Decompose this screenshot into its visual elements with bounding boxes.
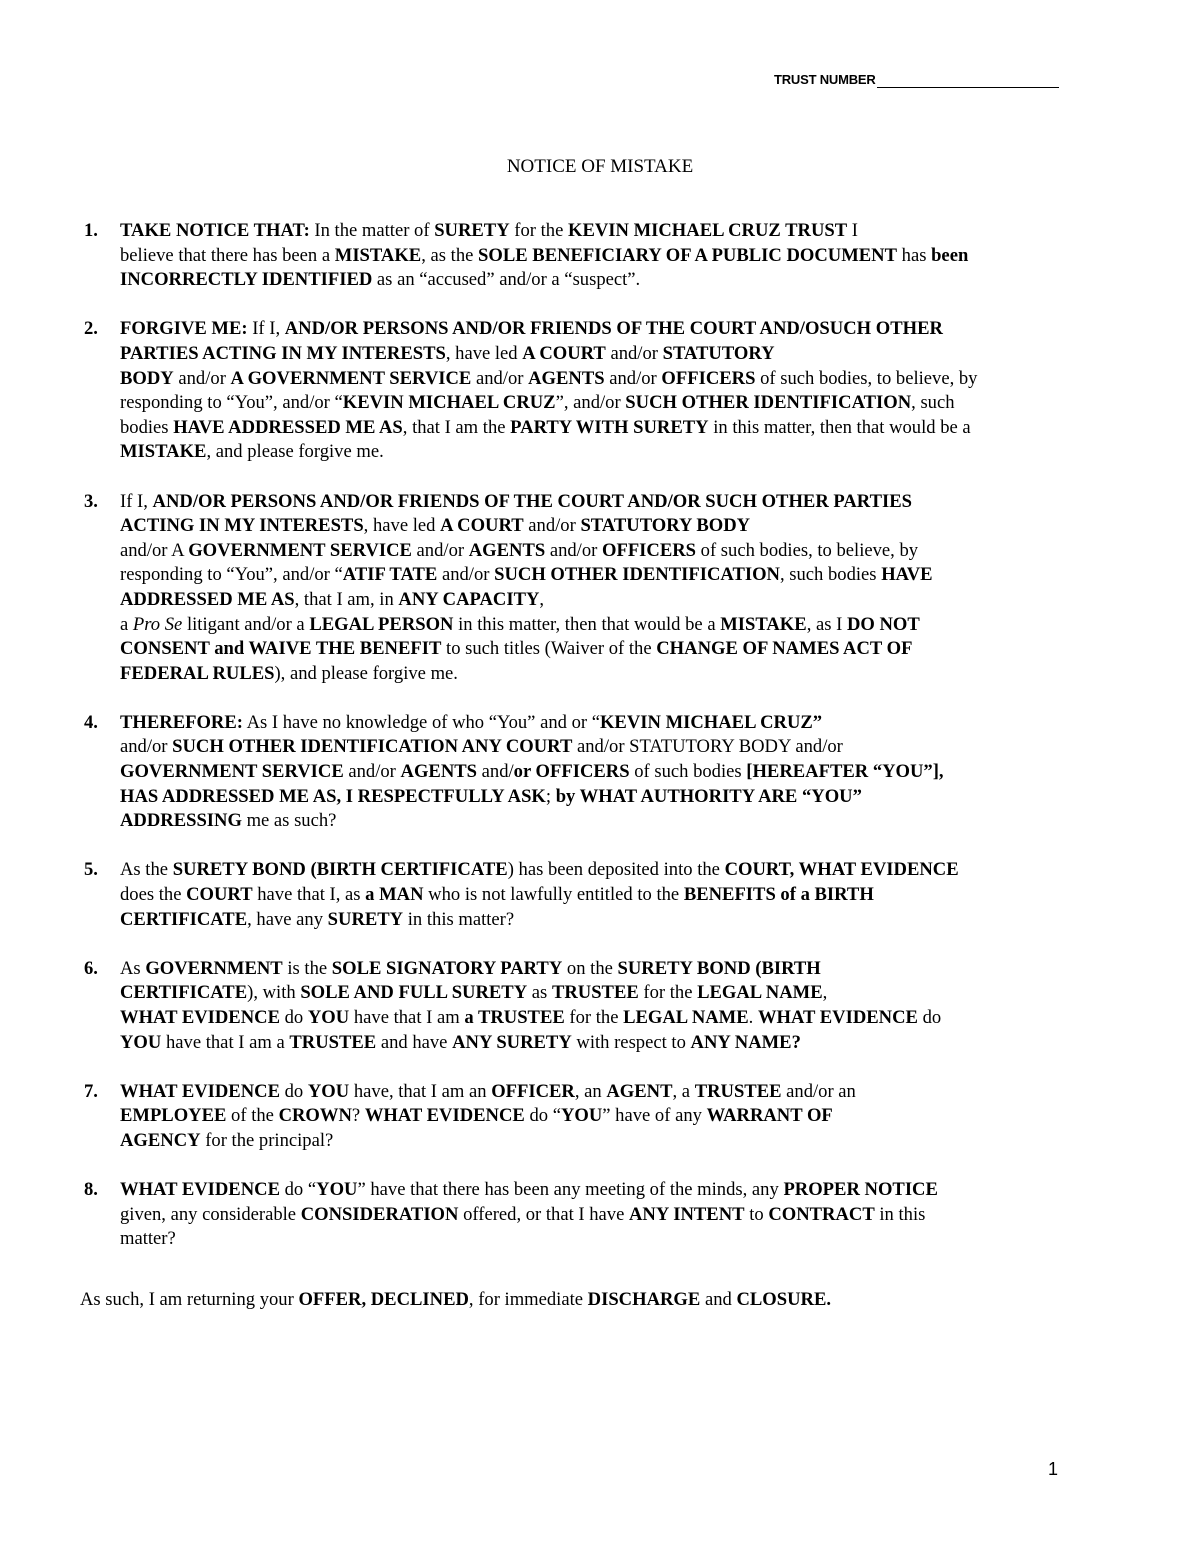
text-run: on the bbox=[562, 957, 618, 979]
bold-text: PARTY WITH SURETY bbox=[510, 416, 709, 438]
text-run: for the bbox=[564, 1007, 624, 1028]
text-line bbox=[120, 663, 458, 684]
text-line bbox=[120, 392, 955, 413]
text-run: in this matter, then that would be a bbox=[453, 613, 721, 635]
text-line bbox=[120, 958, 821, 979]
bold-text: YOU bbox=[560, 1105, 603, 1127]
text-run: and/or bbox=[545, 539, 602, 561]
bold-text: CLOSURE. bbox=[736, 1289, 831, 1310]
text-run: ), with bbox=[247, 982, 301, 1004]
text-run: As I have no knowledge of who “You” and or “ bbox=[242, 711, 600, 733]
bold-text: CHANGE OF NAMES ACT OF bbox=[656, 638, 913, 660]
text-run: , bbox=[822, 982, 828, 1004]
text-run: litigant and/or a bbox=[182, 613, 310, 635]
bold-text: HAS ADDRESSED ME AS, I RESPECTFULLY ASK bbox=[120, 785, 546, 807]
bold-text: TRUSTEE bbox=[694, 1080, 782, 1102]
text-run: , have led bbox=[445, 342, 523, 364]
text-run: in this matter? bbox=[403, 908, 515, 930]
text-line bbox=[120, 884, 874, 905]
text-line bbox=[120, 1105, 833, 1126]
bold-text: WARRANT OF bbox=[706, 1105, 833, 1127]
text-run: responding to “You”, and/or “ bbox=[120, 392, 343, 414]
list-item bbox=[80, 858, 1120, 932]
text-run: ) has been deposited into the bbox=[507, 859, 725, 881]
item-number: 1. bbox=[84, 220, 98, 241]
text-run: , such bodies bbox=[779, 564, 882, 586]
list-item bbox=[80, 711, 1120, 834]
bold-text: AGENT bbox=[606, 1080, 673, 1102]
bold-text: a MAN bbox=[365, 884, 424, 906]
text-line bbox=[120, 417, 971, 438]
item-text bbox=[120, 711, 1120, 834]
text-run: and/or STATUTORY BODY and/or bbox=[572, 736, 843, 758]
bold-text: ACTING IN MY INTERESTS bbox=[120, 515, 364, 537]
trust-number-blank-line bbox=[877, 72, 1059, 88]
item-text bbox=[120, 219, 1120, 293]
text-run: of the bbox=[226, 1105, 279, 1127]
text-run: I bbox=[847, 220, 858, 241]
text-run: , for immediate bbox=[468, 1289, 588, 1310]
text-run: , have led bbox=[363, 515, 441, 537]
text-line bbox=[120, 982, 827, 1003]
bold-text: ANY CAPACITY bbox=[398, 588, 540, 610]
bold-text: been bbox=[931, 244, 969, 266]
text-run: responding to “You”, and/or “ bbox=[120, 564, 343, 586]
list-item bbox=[80, 1178, 1120, 1252]
bold-text: PROPER NOTICE bbox=[783, 1179, 938, 1201]
text-line bbox=[120, 1179, 938, 1200]
bold-text: GOVERNMENT bbox=[145, 957, 283, 979]
document-title: NOTICE OF MISTAKE bbox=[506, 156, 694, 177]
text-run: have that I am a bbox=[161, 1031, 290, 1053]
bold-text: FEDERAL RULES bbox=[120, 662, 275, 684]
text-run: for the principal? bbox=[200, 1129, 334, 1151]
bold-text: SURETY BOND (BIRTH bbox=[617, 957, 821, 979]
bold-text: ANY INTENT bbox=[629, 1203, 745, 1225]
bold-text: FORGIVE ME: bbox=[120, 318, 248, 340]
bold-text: GOVERNMENT SERVICE bbox=[120, 761, 344, 783]
bold-text: WHAT EVIDENCE bbox=[120, 1007, 280, 1028]
text-line bbox=[120, 1204, 925, 1225]
bold-text: WHAT EVIDENCE bbox=[120, 1179, 280, 1201]
text-run: and/or A bbox=[120, 539, 189, 561]
bold-text: COURT, WHAT EVIDENCE bbox=[724, 859, 959, 881]
text-line bbox=[120, 736, 843, 757]
item-number: 5. bbox=[84, 859, 98, 881]
text-line bbox=[120, 441, 384, 462]
bold-text: YOU bbox=[120, 1031, 162, 1053]
bold-text: CONTRACT bbox=[768, 1203, 875, 1225]
bold-text: YOU bbox=[307, 1007, 350, 1028]
text-run: ” have of any bbox=[602, 1105, 707, 1127]
text-line bbox=[120, 1228, 176, 1249]
text-run: . bbox=[748, 1007, 758, 1028]
text-run: offered, or that I have bbox=[458, 1203, 629, 1225]
list-item bbox=[80, 1080, 1120, 1154]
bold-text: TAKE NOTICE THAT: bbox=[120, 220, 310, 241]
bold-text: CONSIDERATION bbox=[300, 1203, 459, 1225]
item-text bbox=[120, 1178, 1120, 1252]
bold-text: KEVIN MICHAEL CRUZ” bbox=[599, 711, 823, 733]
text-run: given, any considerable bbox=[120, 1203, 301, 1225]
text-line bbox=[120, 909, 514, 930]
bold-text: AGENTS bbox=[528, 367, 605, 389]
bold-text: AGENCY bbox=[120, 1129, 201, 1151]
bold-text: BODY bbox=[120, 367, 174, 389]
bold-text: SOLE SIGNATORY PARTY bbox=[331, 957, 563, 979]
text-run: do bbox=[917, 1007, 942, 1028]
bold-text: ANY NAME? bbox=[690, 1031, 801, 1053]
bold-text: CONSENT and WAIVE THE BENEFIT bbox=[120, 638, 442, 660]
text-run: If I, bbox=[247, 318, 285, 340]
bold-text: GOVERNMENT SERVICE bbox=[188, 539, 412, 561]
text-run: If I, bbox=[120, 490, 153, 512]
text-line bbox=[120, 564, 933, 585]
bold-text: TRUSTEE bbox=[551, 982, 639, 1004]
bold-text: SUCH OTHER IDENTIFICATION ANY COURT bbox=[172, 736, 573, 758]
bold-text: MISTAKE bbox=[720, 613, 807, 635]
item-number: 4. bbox=[84, 711, 98, 733]
text-line bbox=[120, 589, 544, 610]
text-line bbox=[120, 318, 943, 339]
bold-text: A GOVERNMENT SERVICE bbox=[230, 367, 472, 389]
bold-text: CERTIFICATE bbox=[120, 982, 248, 1004]
text-run: to bbox=[744, 1203, 769, 1225]
bold-text: WHAT EVIDENCE bbox=[120, 1080, 280, 1102]
text-line bbox=[120, 368, 977, 389]
text-line bbox=[120, 810, 336, 831]
list-item bbox=[80, 490, 1120, 687]
bold-text: LEGAL PERSON bbox=[309, 613, 454, 635]
list-item bbox=[80, 957, 1120, 1055]
text-run: In the matter of bbox=[309, 220, 435, 241]
bold-text: HAVE ADDRESSED ME AS bbox=[173, 416, 403, 438]
bold-text: by WHAT AUTHORITY ARE “YOU” bbox=[555, 785, 862, 807]
text-line bbox=[120, 1007, 941, 1028]
text-line bbox=[120, 269, 640, 290]
bold-text: a TRUSTEE bbox=[464, 1007, 565, 1028]
text-run: do bbox=[279, 1080, 308, 1102]
bold-text: A COURT bbox=[522, 342, 606, 364]
text-run: of such bodies, to believe, by bbox=[696, 539, 919, 561]
text-run: As bbox=[120, 957, 146, 979]
list-item bbox=[80, 317, 1120, 465]
bold-text: OFFICER bbox=[491, 1080, 575, 1102]
item-text bbox=[120, 858, 1120, 932]
text-run: ; bbox=[545, 785, 556, 807]
text-run: have that I am bbox=[349, 1007, 465, 1028]
text-line bbox=[120, 761, 944, 782]
text-run: and/or bbox=[173, 367, 231, 389]
bold-text: SUCH OTHER IDENTIFICATION bbox=[625, 392, 912, 414]
text-run: and/or bbox=[604, 367, 662, 389]
bold-text: ADDRESSED ME AS bbox=[120, 588, 295, 610]
text-run: for the bbox=[509, 220, 568, 241]
bold-text: EMPLOYEE bbox=[120, 1105, 227, 1127]
text-run: and/or an bbox=[781, 1080, 856, 1102]
bold-text: KEVIN MICHAEL CRUZ bbox=[342, 392, 556, 414]
item-number: 3. bbox=[84, 490, 98, 512]
item-number: 8. bbox=[84, 1179, 98, 1201]
bold-text: BENEFITS of a BIRTH bbox=[683, 884, 874, 906]
text-run: do “ bbox=[524, 1105, 561, 1127]
text-run: me as such? bbox=[241, 810, 337, 832]
bold-text: [HEREAFTER “YOU”], bbox=[746, 761, 944, 783]
italic-text: Pro Se bbox=[132, 613, 183, 635]
text-line bbox=[120, 638, 912, 659]
bold-text: AGENTS bbox=[468, 539, 546, 561]
text-run: and/or bbox=[523, 515, 581, 537]
text-run: of such bodies bbox=[629, 761, 747, 783]
bold-text: DISCHARGE bbox=[587, 1289, 701, 1310]
text-run: does the bbox=[120, 884, 187, 906]
bold-text: or OFFICERS bbox=[513, 761, 630, 783]
text-line bbox=[120, 540, 918, 561]
text-run: and/or bbox=[411, 539, 469, 561]
bold-text: HAVE bbox=[881, 564, 933, 586]
bold-text: WHAT EVIDENCE bbox=[364, 1105, 525, 1127]
bold-text: AND/OR PERSONS AND/OR FRIENDS OF THE COURT AND/OSUCH OTHER bbox=[284, 318, 943, 340]
text-run: matter? bbox=[120, 1228, 176, 1250]
numbered-list bbox=[80, 219, 1120, 1277]
bold-text: STATUTORY bbox=[662, 342, 775, 364]
bold-text: SOLE AND FULL SURETY bbox=[300, 982, 528, 1004]
text-line bbox=[120, 712, 822, 733]
text-run: has bbox=[897, 244, 932, 266]
item-text bbox=[120, 490, 1120, 687]
text-run: and/or bbox=[120, 736, 173, 758]
text-run: and/or bbox=[437, 564, 495, 586]
text-run: , have any bbox=[247, 908, 328, 930]
text-run: as bbox=[527, 982, 552, 1004]
text-line bbox=[120, 1130, 333, 1151]
text-run: , and please forgive me. bbox=[206, 441, 384, 463]
text-run: a bbox=[120, 613, 133, 635]
trust-number-field bbox=[774, 72, 1059, 88]
bold-text: YOU bbox=[316, 1179, 358, 1201]
item-number: 6. bbox=[84, 957, 98, 979]
text-line bbox=[120, 343, 775, 364]
bold-text: ATIF TATE bbox=[342, 564, 438, 586]
bold-text: A COURT bbox=[440, 515, 524, 537]
bold-text: CROWN bbox=[278, 1105, 352, 1127]
bold-text: COURT bbox=[186, 884, 253, 906]
bold-text: SURETY bbox=[327, 908, 404, 930]
text-run: , that I am, in bbox=[294, 588, 399, 610]
text-run: is the bbox=[282, 957, 332, 979]
page-number: 1 bbox=[1048, 1459, 1059, 1479]
text-run: have that I, as bbox=[252, 884, 366, 906]
closing-statement bbox=[80, 1288, 831, 1313]
text-run: believe that there has been a bbox=[120, 244, 335, 266]
item-number: 7. bbox=[84, 1080, 98, 1102]
text-run: ? bbox=[351, 1105, 365, 1127]
item-text bbox=[120, 1080, 1120, 1154]
text-run: , such bbox=[911, 392, 955, 414]
text-run: ), and please forgive me. bbox=[274, 662, 458, 684]
bold-text: TRUSTEE bbox=[289, 1031, 377, 1053]
text-line bbox=[120, 859, 959, 880]
bold-text: ANY SURETY bbox=[452, 1031, 572, 1053]
bold-text: SUCH OTHER IDENTIFICATION bbox=[494, 564, 780, 586]
text-line bbox=[120, 614, 920, 635]
text-run: ” have that there has been any meeting of the minds, any bbox=[357, 1179, 784, 1201]
text-line bbox=[120, 245, 968, 266]
bold-text: OFFICERS bbox=[602, 539, 697, 561]
text-line bbox=[120, 491, 912, 512]
trust-number-label: TRUST NUMBER bbox=[774, 72, 876, 87]
bold-text: ADDRESSING bbox=[120, 810, 242, 832]
bold-text: AND/OR PERSONS AND/OR FRIENDS OF THE COURT AND/OR SUCH OTHER PARTIES bbox=[152, 490, 912, 512]
list-item bbox=[80, 219, 1120, 293]
bold-text: LEGAL NAME bbox=[697, 982, 823, 1004]
bold-text: YOU bbox=[307, 1080, 350, 1102]
bold-text: MISTAKE bbox=[120, 441, 207, 463]
text-run: , as I bbox=[806, 613, 847, 635]
bold-text: SOLE BENEFICIARY OF A PUBLIC DOCUMENT bbox=[478, 244, 897, 266]
text-run: and bbox=[700, 1289, 737, 1310]
text-run: and/ bbox=[477, 761, 514, 783]
bold-text: WHAT EVIDENCE bbox=[757, 1007, 918, 1028]
text-line bbox=[120, 1032, 801, 1053]
text-run: with respect to bbox=[571, 1031, 691, 1053]
item-number: 2. bbox=[84, 318, 98, 340]
text-line bbox=[120, 786, 862, 807]
bold-text: OFFER, DECLINED bbox=[298, 1289, 469, 1310]
text-run: in this matter, then that would be a bbox=[708, 416, 971, 438]
text-run: and/or bbox=[471, 367, 529, 389]
bold-text: STATUTORY BODY bbox=[580, 515, 751, 537]
text-run: of such bodies, to believe, by bbox=[755, 367, 978, 389]
text-line bbox=[120, 515, 750, 536]
text-run: in this bbox=[874, 1203, 926, 1225]
text-run: for the bbox=[638, 982, 698, 1004]
bold-text: OFFICERS bbox=[661, 367, 756, 389]
item-text bbox=[120, 317, 1120, 465]
bold-text: AGENTS bbox=[400, 761, 477, 783]
text-run: and/or bbox=[343, 761, 401, 783]
text-run: , a bbox=[672, 1080, 695, 1102]
bold-text: LEGAL NAME bbox=[623, 1007, 749, 1028]
text-run: , bbox=[539, 588, 545, 610]
text-run: have, that I am an bbox=[349, 1080, 492, 1102]
text-run: , an bbox=[574, 1080, 607, 1102]
text-run: As such, I am returning your bbox=[80, 1289, 299, 1310]
bold-text: THEREFORE: bbox=[120, 711, 243, 733]
text-run: to such titles (Waiver of the bbox=[441, 638, 657, 660]
text-run: bodies bbox=[120, 416, 174, 438]
text-run: and/or bbox=[605, 342, 663, 364]
text-run: do bbox=[279, 1007, 308, 1028]
text-run: who is not lawfully entitled to the bbox=[423, 884, 684, 906]
text-line bbox=[120, 1081, 856, 1102]
bold-text: PARTIES ACTING IN MY INTERESTS bbox=[120, 342, 446, 364]
text-run: as an “accused” and/or a “suspect”. bbox=[372, 269, 641, 291]
text-run: , that I am the bbox=[402, 416, 511, 438]
bold-text: MISTAKE bbox=[334, 244, 422, 266]
item-text bbox=[120, 957, 1120, 1055]
bold-text: SURETY bbox=[434, 220, 510, 241]
text-run: , as the bbox=[421, 244, 479, 266]
bold-text: DO NOT bbox=[846, 613, 920, 635]
bold-text: CERTIFICATE bbox=[120, 908, 248, 930]
text-run: As the bbox=[120, 859, 173, 881]
bold-text: SURETY BOND (BIRTH CERTIFICATE bbox=[172, 859, 508, 881]
text-run: do “ bbox=[279, 1179, 317, 1201]
text-line bbox=[120, 220, 858, 241]
bold-text: INCORRECTLY IDENTIFIED bbox=[120, 269, 373, 291]
text-run: ”, and/or bbox=[555, 392, 626, 414]
bold-text: KEVIN MICHAEL CRUZ TRUST bbox=[567, 220, 848, 241]
text-run: and have bbox=[376, 1031, 453, 1053]
